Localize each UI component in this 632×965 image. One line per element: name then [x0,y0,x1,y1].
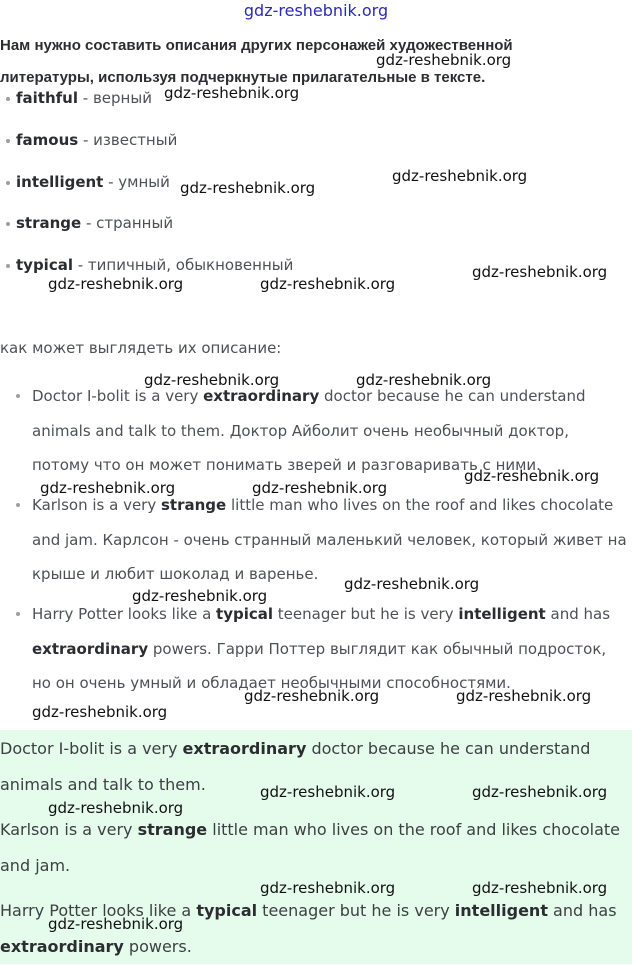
example-keyword: extraordinary [32,639,149,658]
example-keyword: typical [216,605,274,623]
example-text: Karlson is a very [32,496,161,514]
watermark: gdz-reshebnik.org [260,783,396,801]
adjective-item [16,88,152,108]
answer-keyword: extraordinary [182,739,307,758]
watermark: gdz-reshebnik.org [144,371,280,389]
answer-text: doctor because he can understand animals and talk to them. [0,739,591,794]
watermark: gdz-reshebnik.org [48,799,184,817]
watermark: gdz-reshebnik.org [40,479,176,497]
adjective-word: typical [16,256,73,274]
watermark: gdz-reshebnik.org [164,84,300,102]
adjective-item [16,213,173,233]
example-item [32,488,628,592]
example-text: doctor because he can understand animals and talk to them. Доктор Айболит очень необычный доктор, потому что он может понимать зверей и разговаривать с ними. [32,387,586,474]
answer-keyword: strange [137,820,208,839]
watermark: gdz-reshebnik.org [356,371,492,389]
watermark: gdz-reshebnik.org [376,51,512,69]
watermark: gdz-reshebnik.org [180,179,316,197]
adjective-word: famous [16,131,79,149]
answer-keyword: typical [196,901,258,920]
answer-text: teenager but he is very [257,901,455,920]
example-text: Doctor I-bolit is a very [32,387,204,405]
adjective-item [16,255,293,275]
answer-keyword: intelligent [454,901,548,920]
watermark: gdz-reshebnik.org [344,575,480,593]
example-text: little man who lives on the roof and likes chocolate and jam. Карлсон - очень странный маленький человек, который живет на крыше и любит шоколад и варенье. [32,496,627,583]
watermark: gdz-reshebnik.org [32,703,168,721]
answer-text: Karlson is a very [0,820,138,839]
intro-text: Нам нужно составить описания других персонажей художественной литературы, используя подчеркнутые прилагательные в тексте. [0,37,513,86]
adjective-item [16,130,177,150]
adjective-word: faithful [16,89,78,107]
watermark: gdz-reshebnik.org [464,467,600,485]
watermark: gdz-reshebnik.org [456,687,592,705]
adjective-translation: - верный [78,89,152,107]
adjective-translation: - известный [78,131,178,149]
adjective-word: strange [16,214,82,232]
example-keyword: strange [161,496,227,514]
watermark: gdz-reshebnik.org [260,275,396,293]
answer-text: little man who lives on the roof and likes chocolate and jam. [0,820,620,875]
site-header[interactable]: gdz-reshebnik.org [243,1,389,20]
answer-text: Doctor I-bolit is a very [0,739,183,758]
watermark: gdz-reshebnik.org [252,479,388,497]
adjective-translation: - типичный, обыкновенный [72,256,294,274]
watermark: gdz-reshebnik.org [472,263,608,281]
example-keyword: extraordinary [203,387,320,405]
answer-text: and has [547,901,617,920]
watermark: gdz-reshebnik.org [472,783,608,801]
description-heading: как может выглядеть их описание: [0,339,282,357]
example-text: and has [545,605,611,623]
watermark: gdz-reshebnik.org [244,687,380,705]
watermark: gdz-reshebnik.org [260,879,396,897]
adjective-translation: - странный [81,214,174,232]
adjective-translation: - умный [103,173,170,191]
adjective-item [16,172,170,192]
example-text: powers. Гарри Поттер выглядит как обычный подросток, но он очень умный и обладает необычными способностями. [32,639,607,692]
watermark: gdz-reshebnik.org [48,275,184,293]
example-item [32,597,628,701]
example-keyword: intelligent [458,605,546,623]
answer-keyword: extraordinary [0,937,124,956]
answer-text: powers. [123,937,192,956]
watermark: gdz-reshebnik.org [48,915,184,933]
watermark: gdz-reshebnik.org [392,167,528,185]
adjective-word: intelligent [16,173,104,191]
example-text: teenager but he is very [273,605,459,623]
watermark: gdz-reshebnik.org [132,587,268,605]
watermark: gdz-reshebnik.org [472,879,608,897]
answer-text: Harry Potter looks like a [0,901,197,920]
example-text: Harry Potter looks like a [32,605,217,623]
answer-item [0,812,630,884]
